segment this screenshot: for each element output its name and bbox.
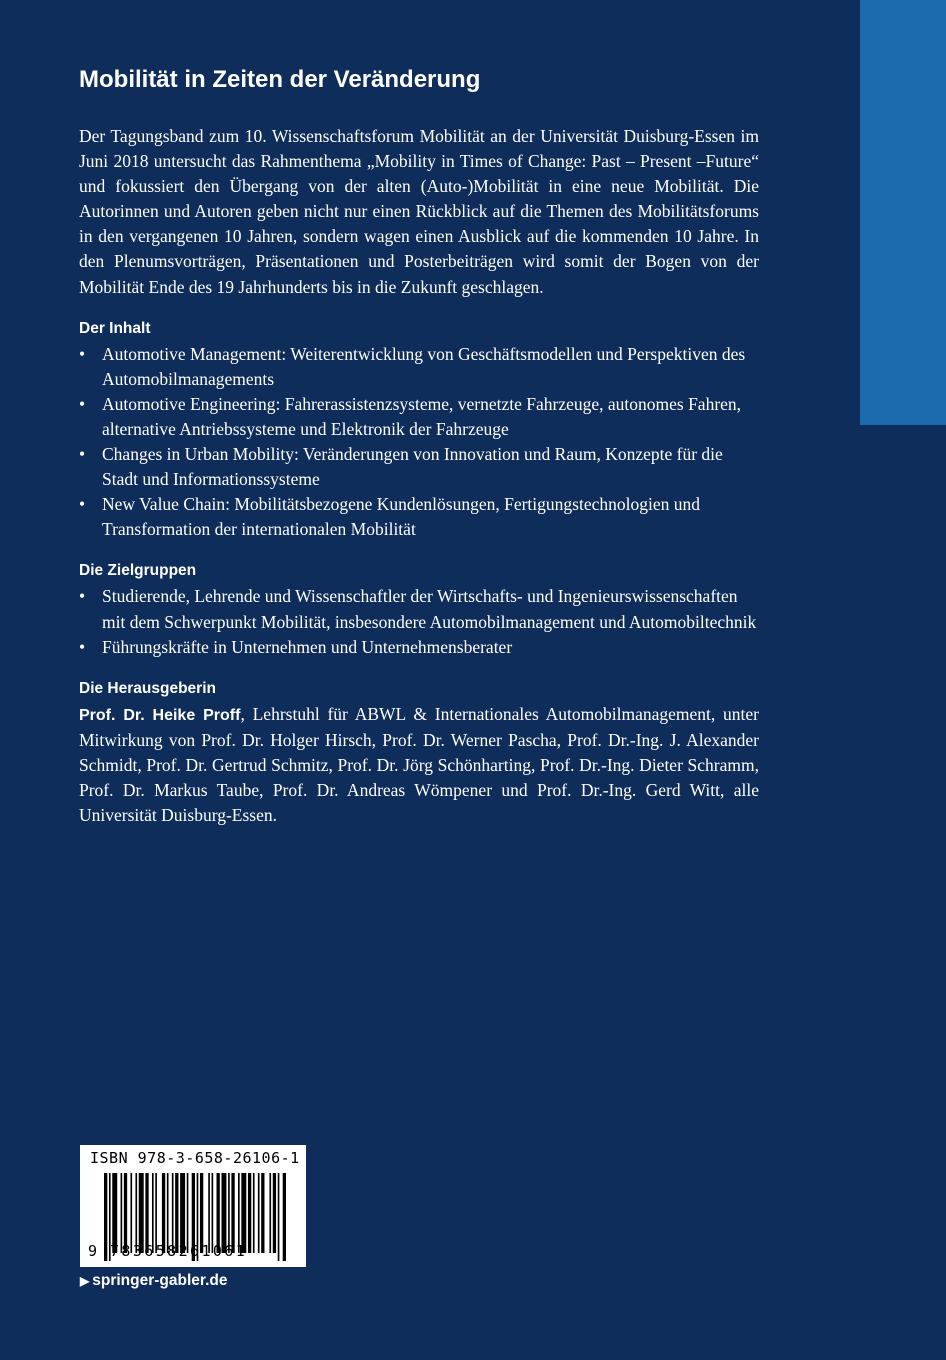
barcode-bar	[139, 1173, 144, 1253]
barcode-bar	[261, 1173, 264, 1253]
barcode-bar	[278, 1173, 280, 1261]
barcode-bar	[212, 1173, 214, 1253]
barcode-bar	[200, 1173, 203, 1253]
barcode-bar	[238, 1173, 240, 1253]
contents-list	[79, 342, 759, 543]
barcode-bar	[124, 1173, 127, 1253]
bullet-icon: •	[79, 444, 86, 465]
publisher-paragraph	[79, 702, 759, 828]
barcode-bar	[283, 1173, 286, 1261]
publisher-text: , Lehrstuhl für ABWL & Internationales Automobilmanagement, unter Mitwirkung von Prof. Dr. Holger Hirsch, Prof. Dr. Werner Pascha, Prof. Dr.-Ing. J. Alexander Schmidt, Prof. Dr. Gertrud Schmitz, Prof. Dr. Jörg Schönharting, Prof. Dr.-Ing. Dieter Schramm, Prof. Dr. Markus Taube, Prof. Dr. Andreas Wömpener und Prof. Dr.-Ing. Gerd Witt, alle Universität Duisburg-Essen.	[79, 703, 759, 826]
barcode-bar	[241, 1173, 246, 1253]
list-item: • Automotive Management: Weiterentwicklung von Geschäftsmodellen und Perspektiven des Automobilmanagements	[79, 343, 746, 389]
list-item: • Führungskräfte in Unternehmen und Unternehmensberater	[79, 635, 759, 660]
barcode-bar	[112, 1173, 117, 1253]
barcode-bar	[273, 1173, 276, 1253]
bullet-icon: •	[79, 586, 86, 607]
barcode-bar	[175, 1173, 178, 1253]
barcode-bar	[152, 1173, 154, 1253]
accent-bar	[860, 0, 946, 425]
barcode-bar	[167, 1173, 169, 1253]
list-item: • Changes in Urban Mobility: Veränderungen von Innovation und Raum, Konzepte für die Stadt und Informationssysteme	[79, 444, 723, 490]
barcode-bar	[145, 1173, 148, 1253]
bullet-icon: •	[79, 636, 86, 657]
barcode-bar	[221, 1173, 226, 1253]
barcode-bar	[231, 1173, 234, 1253]
barcode-bar	[253, 1173, 255, 1253]
bullet-icon: •	[79, 393, 86, 414]
isbn-barcode	[80, 1145, 306, 1267]
ean-first-digit: 9	[88, 1242, 98, 1260]
audience-heading: Die Zielgruppen	[79, 562, 197, 580]
barcode-bar	[121, 1173, 123, 1253]
publisher-heading: Die Herausgeberin	[79, 679, 216, 697]
ean-digits: 783658261061	[110, 1242, 248, 1260]
list-item: • Automotive Engineering: Fahrerassistenzsysteme, vernetzte Fahrzeuge, autonomes Fahren, alternative Antriebssysteme und Elektronik der Fahrzeuge	[79, 393, 742, 439]
barcode-bar	[228, 1173, 230, 1253]
book-title: Mobilität in Zeiten der Veränderung	[79, 66, 481, 93]
back-cover-content	[79, 62, 759, 828]
barcode-bar	[269, 1173, 271, 1253]
barcode-bar	[155, 1173, 157, 1253]
barcode-bar	[180, 1173, 185, 1253]
barcode-bar	[104, 1173, 107, 1261]
list-item: • Studierende, Lehrende und Wissenschaftler der Wirtschafts- und Ingenieurswissenschaften mit dem Schwerpunkt Mobilität, insbesondere Automobilmanagement und Automobiltechnik	[79, 586, 757, 632]
intro-paragraph: Der Tagungsband zum 10. Wissenschaftsforum Mobilität an der Universität Duisburg-Essen im Juni 2018 untersucht das Rahmenthema „Mobility in Times of Change: Past – Present –Future“ und fokussiert den Übergang von der alten (Auto-)Mobilität in eine neue Mobilität. Die Autorinnen und Autoren geben nicht nur einen Rückblick auf die Themen des Mobilitätsforums in den vergangenen 10 Jahren, sondern wagen einen Ausblick auf die kommenden 10 Jahre. In den Plenumsvorträgen, Präsentationen und Posterbeiträgen wird somit der Bogen von der Mobilität Ende des 19 Jahrhunderts bis in die Zukunft geschlagen.	[79, 126, 759, 297]
barcode-bar	[208, 1173, 210, 1253]
barcode-bar	[135, 1173, 137, 1253]
bullet-icon: •	[79, 494, 86, 515]
barcode-bar	[187, 1173, 189, 1253]
audience-list	[79, 584, 759, 659]
barcode-bar	[258, 1173, 260, 1253]
publisher-name: Prof. Dr. Heike Proff	[79, 706, 241, 724]
bullet-icon: •	[79, 343, 86, 364]
barcode-bar	[217, 1173, 220, 1253]
barcode-bar	[162, 1173, 165, 1253]
barcode-bar	[130, 1173, 132, 1253]
barcode-bar	[248, 1173, 251, 1253]
barcode-bar	[172, 1173, 174, 1253]
publisher-website[interactable]: ▶ springer-gabler.de	[80, 1272, 228, 1289]
arrow-right-icon: ▶	[80, 1274, 90, 1288]
contents-heading: Der Inhalt	[79, 319, 151, 337]
list-item: • New Value Chain: Mobilitätsbezogene Kundenlösungen, Fertigungstechnologien und Transformation der internationalen Mobilität	[79, 494, 700, 540]
isbn-label: ISBN 978-3-658-26106-1	[90, 1149, 300, 1167]
